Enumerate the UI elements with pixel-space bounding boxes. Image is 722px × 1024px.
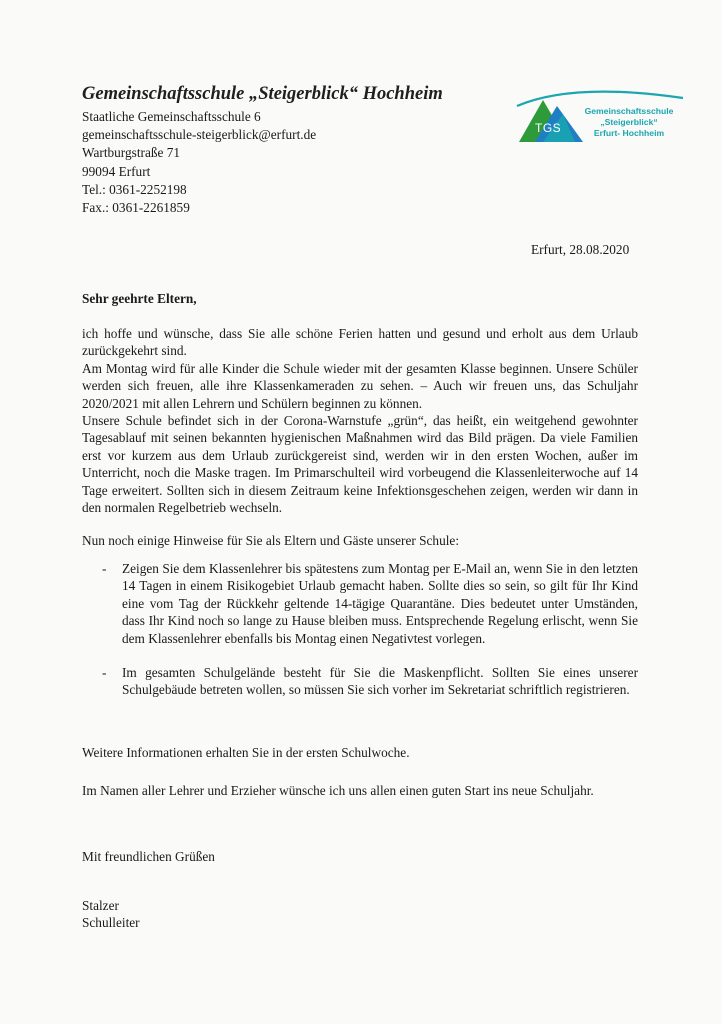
- logo-text-line: „Steigerblick“: [600, 117, 658, 127]
- paragraph: Am Montag wird für alle Kinder die Schule wieder mit der gesamten Klasse beginnen. Unsere Schüler werden sich freuen, alle ihre Klassenkameraden zu sehen. – Auch wir freuen uns, das Schuljahr 2020/2021 mit allen Lehrern und Schülern beginnen zu können.: [82, 360, 638, 411]
- letter-date: Erfurt, 28.08.2020: [531, 242, 630, 257]
- paragraph: ich hoffe und wünsche, dass Sie alle schöne Ferien hatten und gesund und erholt aus dem Urlaub zurückgekehrt sind.: [82, 326, 638, 359]
- logo-text-line: Gemeinschaftsschule: [584, 106, 674, 116]
- signature-block: [82, 897, 140, 932]
- address-line: Wartburgstraße 71: [82, 145, 181, 161]
- bullet-dash: -: [102, 665, 107, 681]
- school-name-heading: Gemeinschaftsschule „Steigerblick“ Hochheim: [82, 84, 443, 104]
- phone-number: Tel.: 0361-2252198: [82, 181, 187, 197]
- list-item: [82, 664, 638, 699]
- logo-abbreviation: TGS: [535, 121, 562, 135]
- signer-role: Schulleiter: [82, 915, 140, 931]
- email-address: gemeinschaftsschule-steigerblick@erfurt.de: [82, 127, 317, 143]
- logo-text-line: Erfurt- Hochheim: [593, 128, 665, 138]
- address-line: 99094 Erfurt: [82, 163, 151, 179]
- hints-list: [82, 560, 638, 699]
- letter-body-intro: [82, 325, 638, 516]
- list-item-text: Im gesamten Schulgelände besteht für Sie die Maskenpflicht. Sollten Sie eines unserer Schulgebäude betreten wollen, so müssen Sie sich vorher im Sekretariat schriftlich registrieren.: [122, 665, 638, 698]
- info-paragraph: Weitere Informationen erhalten Sie in der ersten Schulwoche.: [82, 745, 410, 760]
- list-item: [82, 560, 638, 647]
- salutation: Sehr geehrte Eltern,: [82, 291, 197, 306]
- address-line: Staatliche Gemeinschaftsschule 6: [82, 109, 261, 124]
- paragraph: Unsere Schule befindet sich in der Corona-Warnstufe „grün“, das heißt, ein weitgehend gewohnter Tagesablauf mit seinen bekannten hygienischen Maßnahmen wird das Bild prägen. Da viele Familien erst vor kurzem aus dem Urlaub zurückgereist sind, werden wir in den ersten Wochen, außer im Unterricht, noch die Maske tragen. Im Primarschulteil wird vorbeugend die Klassenleiterwoche auf 14 Tage erweitert. Sollten sich in diesem Zeitraum keine Infektionsgeschehen zeigen, werden wir dann in den normalen Regelbetrieb wechseln.: [82, 413, 638, 516]
- hints-intro: Nun noch einige Hinweise für Sie als Eltern und Gäste unserer Schule:: [82, 533, 460, 548]
- fax-number: Fax.: 0361-2261859: [82, 200, 190, 216]
- list-item-text: Zeigen Sie dem Klassenlehrer bis spätestens zum Montag per E-Mail an, wenn Sie in den letzten 14 Tagen in einem Risikogebiet Urlaub gemacht haben. Sollte dies so sein, so gilt für Ihr Kind eine vom Tag der Rückkehr geltende 14-tägige Quarantäne. Dies bedeutet unter Umständen, dass Ihr Kind noch so lange zu Hause bleiben muss. Entsprechende Regelung erlischt, wenn Sie dem Klassenlehrer ebenfalls bis Montag einen Negativtest vorlegen.: [122, 561, 638, 646]
- logo-text: [583, 106, 675, 139]
- wish-paragraph: Im Namen aller Lehrer und Erzieher wünsche ich uns allen einen guten Start ins neue Schuljahr.: [82, 783, 594, 798]
- signer-name: Stalzer: [82, 898, 119, 913]
- bullet-dash: -: [102, 561, 107, 576]
- closing-formula: Mit freundlichen Grüßen: [82, 849, 215, 864]
- sender-address: [82, 108, 316, 217]
